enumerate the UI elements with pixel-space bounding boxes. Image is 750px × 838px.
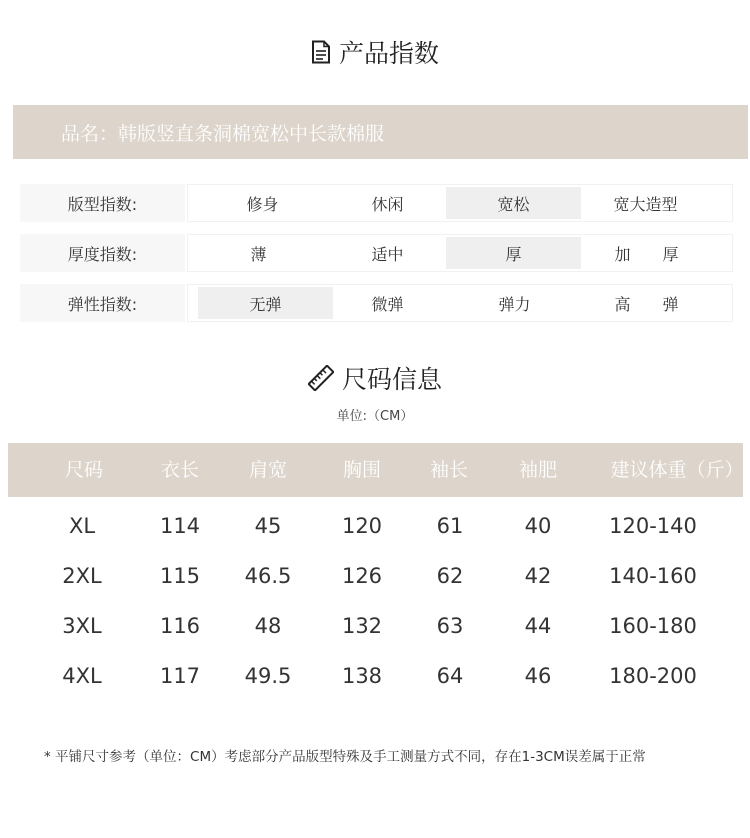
fit-index-label: 版型指数: (20, 184, 185, 222)
cell-weight: 180-200 (609, 664, 697, 688)
cell-sleeve-length: 63 (436, 614, 464, 638)
table-row (0, 606, 750, 646)
fit-index-row (20, 184, 733, 222)
table-row (0, 556, 750, 596)
cell-weight: 120-140 (609, 514, 697, 538)
ruler-icon (308, 365, 334, 391)
size-unit: 单位:（CM） (336, 409, 414, 424)
size-info-title: 尺码信息 (341, 365, 442, 394)
table-row (0, 506, 750, 546)
fit-option-loose: 宽松 (446, 187, 581, 219)
cell-chest: 138 (341, 664, 383, 688)
elasticity-index-label: 弹性指数: (20, 284, 185, 322)
cell-sleeve-width: 40 (524, 514, 552, 538)
cell-shoulder: 46.5 (244, 564, 292, 588)
thickness-option-extra-thick: 加 厚 (614, 244, 679, 264)
cell-size: 4XL (62, 664, 102, 688)
cell-shoulder: 49.5 (244, 664, 292, 688)
header-size: 尺码 (64, 459, 104, 481)
cell-length: 117 (159, 664, 201, 688)
cell-size: 3XL (62, 614, 102, 638)
thickness-option-thin: 薄 (250, 244, 267, 264)
cell-sleeve-width: 46 (524, 664, 552, 688)
header-sleeve-width: 袖肥 (518, 459, 558, 481)
table-row (0, 656, 750, 696)
cell-chest: 126 (341, 564, 383, 588)
cell-sleeve-length: 61 (436, 514, 464, 538)
elasticity-option-slight: 微弹 (371, 294, 404, 314)
cell-sleeve-length: 64 (436, 664, 464, 688)
cell-sleeve-length: 62 (436, 564, 464, 588)
header-chest: 胸围 (342, 459, 382, 481)
header-sleeve-length: 袖长 (429, 459, 469, 481)
elasticity-option-high: 高 弹 (614, 294, 679, 314)
fit-option-oversized: 宽大造型 (613, 194, 678, 214)
cell-length: 115 (159, 564, 201, 588)
cell-length: 114 (159, 514, 201, 538)
size-info-heading (0, 360, 750, 396)
thickness-index-row (20, 234, 733, 272)
elasticity-option-none: 无弹 (198, 287, 333, 319)
header-length: 衣长 (160, 459, 200, 481)
fit-option-casual: 休闲 (371, 194, 404, 214)
cell-weight: 160-180 (609, 614, 697, 638)
product-name: 品名：韩版竖直条洞棉宽松中长款棉服 (61, 122, 385, 145)
cell-weight: 140-160 (609, 564, 697, 588)
product-index-title: 产品指数 (338, 39, 439, 68)
cell-shoulder: 48 (254, 614, 282, 638)
cell-length: 116 (159, 614, 201, 638)
product-name-band (13, 105, 748, 159)
document-icon (311, 40, 331, 64)
measurement-note: * 平铺尺寸参考（单位：CM）考虑部分产品版型特殊及手工测量方式不同，存在1-3CM误差属于正常 (44, 749, 646, 765)
thickness-index-label: 厚度指数: (20, 234, 185, 272)
cell-chest: 120 (341, 514, 383, 538)
cell-size: XL (68, 514, 96, 538)
product-index-heading (0, 32, 750, 72)
elasticity-option-stretch: 弹力 (498, 294, 531, 314)
header-weight: 建议体重（斤） (610, 459, 744, 481)
thickness-option-thick: 厚 (446, 237, 581, 269)
cell-shoulder: 45 (254, 514, 282, 538)
fit-option-slim: 修身 (246, 194, 279, 214)
header-shoulder: 肩宽 (248, 459, 288, 481)
thickness-option-medium: 适中 (371, 244, 404, 264)
size-table-header (8, 443, 743, 497)
cell-sleeve-width: 42 (524, 564, 552, 588)
cell-size: 2XL (62, 564, 102, 588)
elasticity-index-row (20, 284, 733, 322)
cell-sleeve-width: 44 (524, 614, 552, 638)
cell-chest: 132 (341, 614, 383, 638)
